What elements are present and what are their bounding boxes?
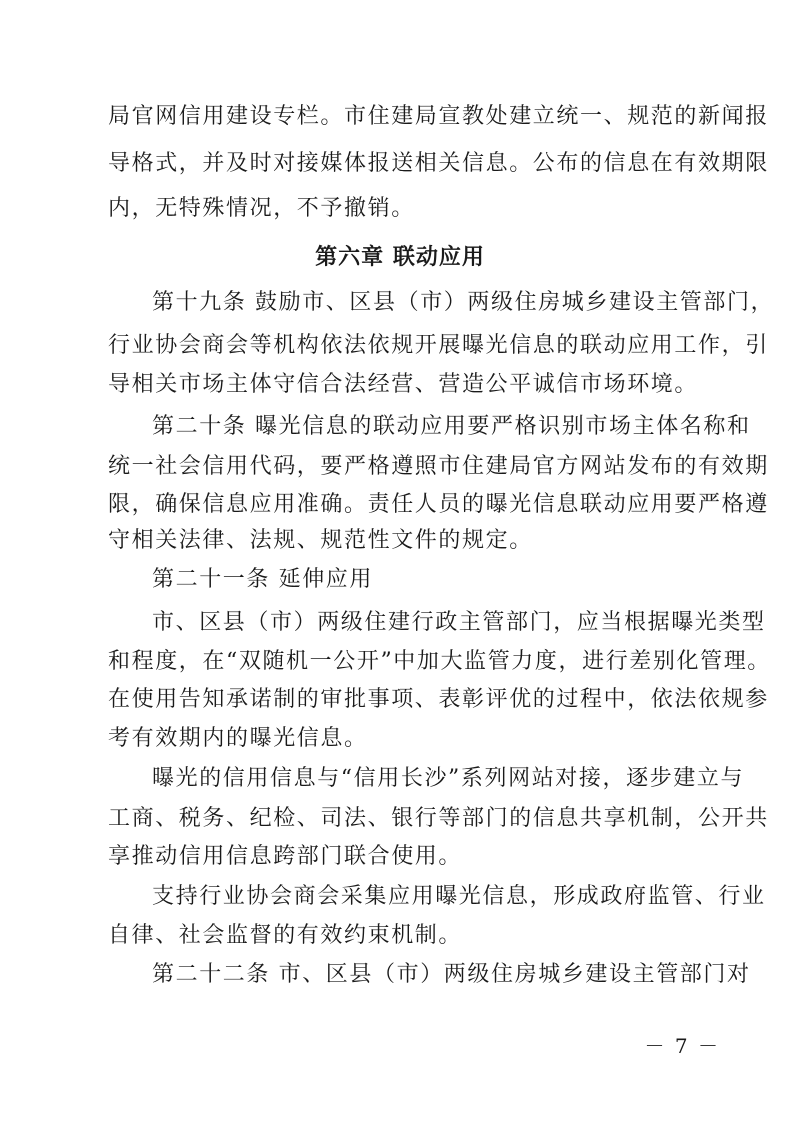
article-21-line: 市、区县（市）两级住建行政主管部门，应当根据曝光类型 <box>152 610 766 635</box>
article-20-line: 限，确保信息应用准确。责任人员的曝光信息联动应用要严格遵 <box>108 492 769 517</box>
article-21-line: 曝光的信用信息与“信用长沙”系列网站对接，逐步建立与 <box>152 766 745 791</box>
article-19-line: 第十九条 鼓励市、区县（市）两级住房城乡建设主管部门， <box>152 290 775 315</box>
article-21-title: 第二十一条 延伸应用 <box>152 567 373 592</box>
article-21-line: 工商、税务、纪检、司法、银行等部门的信息共享机制，公开共 <box>108 806 769 831</box>
page-number: － 7 － <box>644 1034 720 1058</box>
body-line: 导格式，并及时对接媒体报送相关信息。公布的信息在有效期限 <box>108 151 769 176</box>
article-20-line: 守相关法律、法规、规范性文件的规定。 <box>108 528 533 553</box>
article-21-line: 在使用告知承诺制的审批事项、表彰评优的过程中，依法依规参 <box>108 687 769 712</box>
article-21-line: 享推动信用信息跨部门联合使用。 <box>108 844 463 869</box>
article-19-line: 行业协会商会等机构依法依规开展曝光信息的联动应用工作，引 <box>108 333 769 358</box>
body-line: 内，无特殊情况，不予撤销。 <box>108 196 415 221</box>
article-22-line: 第二十二条 市、区县（市）两级住房城乡建设主管部门对 <box>152 962 751 987</box>
article-21-line: 支持行业协会商会采集应用曝光信息，形成政府监管、行业 <box>152 884 766 909</box>
chapter-heading: 第六章 联动应用 <box>315 245 485 270</box>
body-line: 局官网信用建设专栏。市住建局宣教处建立统一、规范的新闻报 <box>108 104 769 129</box>
article-21-line: 考有效期内的曝光信息。 <box>108 726 368 751</box>
article-20-line: 统一社会信用代码，要严格遵照市住建局官方网站发布的有效期 <box>108 454 769 479</box>
article-21-line: 自律、社会监督的有效约束机制。 <box>108 923 463 948</box>
article-21-line: 和程度，在“双随机一公开”中加大监管力度，进行差别化管理。 <box>108 649 771 674</box>
article-20-line: 第二十条 曝光信息的联动应用要严格识别市场主体名称和 <box>152 414 751 439</box>
article-19-line: 导相关市场主体守信合法经营、营造公平诚信市场环境。 <box>108 372 699 397</box>
